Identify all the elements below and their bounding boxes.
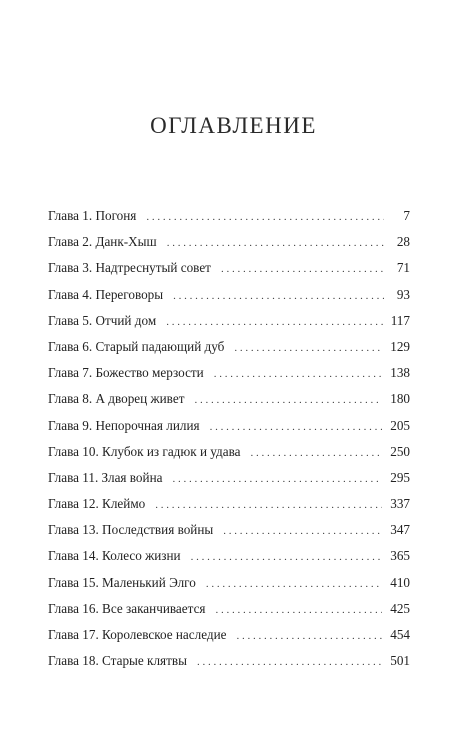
toc-leader-dots xyxy=(197,649,382,675)
toc-leader-dots xyxy=(173,466,383,492)
toc-entry-label: Глава 13. Последствия войны xyxy=(48,522,214,538)
toc-entry-page: 501 xyxy=(390,653,410,669)
toc-entry-page: 425 xyxy=(390,600,410,616)
toc-entry-label: Глава 14. Колесо жизни xyxy=(48,548,181,564)
toc-entry-page: 93 xyxy=(396,286,410,302)
toc-entry xyxy=(48,439,410,465)
table-of-contents xyxy=(48,203,410,674)
toc-entry-page: 7 xyxy=(403,208,410,223)
toc-entry xyxy=(48,413,410,439)
toc-entry-label: Глава 15. Маленький Элго xyxy=(48,574,196,590)
toc-entry-page: 117 xyxy=(390,312,410,328)
toc-entry-label: Глава 10. Клубок из гадюк и удава xyxy=(48,443,241,459)
toc-entry-page: 295 xyxy=(390,469,410,485)
toc-entry xyxy=(48,648,410,674)
toc-entry-label: Глава 1. Погоня xyxy=(48,208,137,223)
toc-entry-label: Глава 4. Переговоры xyxy=(48,286,164,302)
toc-leader-dots xyxy=(237,623,383,649)
toc-leader-dots xyxy=(221,256,384,282)
toc-leader-dots xyxy=(167,230,384,256)
toc-entry xyxy=(48,517,410,543)
toc-entry-page: 365 xyxy=(390,548,410,564)
toc-entry-page: 410 xyxy=(390,574,410,590)
toc-entry-label: Глава 9. Непорочная лилия xyxy=(48,417,200,433)
toc-entry xyxy=(48,491,410,517)
toc-leader-dots xyxy=(206,571,382,597)
toc-leader-dots xyxy=(173,283,384,309)
toc-leader-dots xyxy=(191,544,383,570)
toc-entry-page: 180 xyxy=(390,391,410,407)
toc-leader-dots xyxy=(146,204,384,230)
toc-entry xyxy=(48,622,410,648)
toc-entry xyxy=(48,334,410,360)
toc-entry xyxy=(48,543,410,569)
toc-leader-dots xyxy=(214,361,382,387)
toc-entry-page: 454 xyxy=(390,627,410,642)
toc-entry-label: Глава 11. Злая война xyxy=(48,469,163,485)
toc-entry-label: Глава 2. Данк-Хыш xyxy=(48,234,157,250)
toc-entry xyxy=(48,386,410,412)
toc-entry-page: 205 xyxy=(390,417,410,433)
toc-entry-page: 71 xyxy=(396,260,410,276)
toc-entry-page: 28 xyxy=(396,234,410,250)
toc-leader-dots xyxy=(155,492,382,518)
toc-entry xyxy=(48,229,410,255)
toc-entry-page: 138 xyxy=(390,365,410,381)
toc-entry-label: Глава 3. Надтреснутый совет xyxy=(48,260,211,276)
toc-entry-page: 337 xyxy=(390,496,410,512)
toc-entry-label: Глава 6. Старый падающий дуб xyxy=(48,338,225,354)
toc-entry xyxy=(48,360,410,386)
toc-entry-label: Глава 12. Клеймо xyxy=(48,496,146,512)
toc-leader-dots xyxy=(234,335,382,361)
toc-entry-label: Глава 8. А дворец живет xyxy=(48,391,185,407)
toc-entry-label: Глава 18. Старые клятвы xyxy=(48,653,187,669)
toc-leader-dots xyxy=(215,597,382,623)
toc-entry-page: 347 xyxy=(390,522,410,538)
toc-entry xyxy=(48,570,410,596)
toc-leader-dots xyxy=(223,518,382,544)
toc-entry xyxy=(48,596,410,622)
toc-entry xyxy=(48,255,410,281)
toc-entry xyxy=(48,203,410,229)
toc-entry-label: Глава 7. Божество мерзости xyxy=(48,365,204,381)
toc-entry-page: 250 xyxy=(390,443,410,459)
page-title: ОГЛАВЛЕНИЕ xyxy=(150,113,317,138)
toc-entry-page: 129 xyxy=(390,338,410,354)
toc-entry-label: Глава 16. Все заканчивается xyxy=(48,600,206,616)
toc-leader-dots xyxy=(251,440,383,466)
toc-leader-dots xyxy=(210,414,383,440)
toc-entry xyxy=(48,308,410,334)
toc-entry xyxy=(48,282,410,308)
toc-leader-dots xyxy=(194,387,382,413)
toc-entry xyxy=(48,465,410,491)
toc-entry-label: Глава 5. Отчий дом xyxy=(48,312,157,328)
toc-entry-label: Глава 17. Королевское наследие xyxy=(48,627,227,642)
toc-leader-dots xyxy=(166,309,383,335)
